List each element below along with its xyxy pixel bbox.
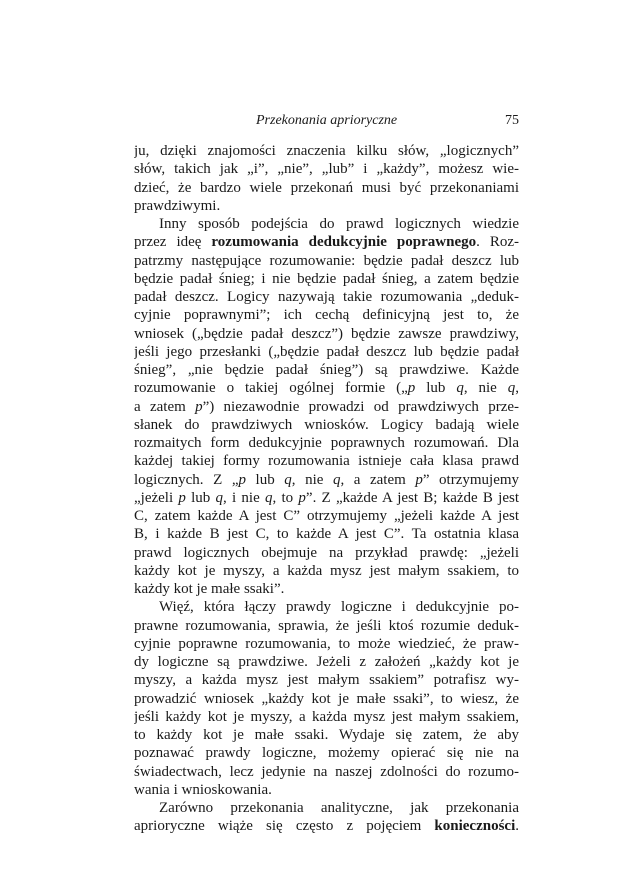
- text-run: każdy kot je małe ssaki”.: [134, 581, 285, 597]
- text-line: [134, 616, 519, 636]
- text-run: rozmaitych form dedukcyjnie poprawnych rozumowań. Dla: [134, 435, 519, 451]
- text-run: . Roz-: [476, 234, 519, 251]
- text-line: [134, 634, 519, 654]
- text-line: [134, 141, 519, 161]
- text-line: [134, 725, 519, 745]
- text-line: [134, 579, 519, 599]
- text-run: ” otrzymujemy: [422, 471, 519, 488]
- text-run: śnieg”, „nie będzie padał śnieg”) są prawdziwe. Każde: [134, 362, 519, 378]
- text-run: .: [515, 818, 519, 835]
- text-line: [134, 780, 519, 800]
- italic-variable: q: [507, 380, 516, 397]
- text-line: [134, 524, 519, 544]
- text-run: „jeżeli: [134, 489, 179, 506]
- text-line: [134, 342, 519, 362]
- text-run: to każdy kot je małe ssaki. Wydaje się zatem, że aby: [134, 727, 519, 743]
- text-run: B, i każde B jest C, to każde A jest C”. Ta ostatnia klasa: [134, 526, 519, 543]
- text-run: dy logiczne są prawdziwe. Jeżeli z założeń „każdy kot je: [134, 654, 519, 670]
- text-run: aprioryczne wiąże się często z pojęciem: [134, 818, 435, 835]
- text-line: [159, 214, 519, 234]
- text-line: [134, 470, 519, 490]
- italic-variable: q: [284, 471, 292, 488]
- text-run: , nie: [291, 471, 333, 488]
- text-run: patrzmy następujące rozumowanie: będzie padał deszcz lub: [134, 252, 519, 269]
- text-run: , to: [272, 489, 299, 506]
- text-run: prawdziwymi.: [134, 197, 221, 214]
- text-line: [134, 707, 519, 727]
- text-line: [134, 397, 519, 417]
- text-run: poznawać prawdy logiczne, możemy opierać się nie na: [134, 745, 519, 762]
- text-line: [134, 451, 519, 471]
- text-run: lub: [185, 489, 216, 506]
- text-line: [134, 743, 519, 763]
- text-run: ju, dzięki znajomości znaczenia kilku słów, „logicznych”: [134, 143, 519, 159]
- bold-term: rozumowania dedukcyjnie poprawnego: [211, 234, 477, 251]
- text-line: [134, 433, 519, 453]
- text-run: każdy kot je myszy, a każda mysz jest małym ssakiem, to: [134, 562, 519, 579]
- italic-variable: q: [215, 489, 224, 506]
- text-line: [134, 762, 519, 782]
- text-line: [134, 360, 519, 380]
- text-line: [159, 597, 519, 617]
- italic-variable: p: [178, 489, 186, 506]
- text-line: [134, 305, 519, 325]
- text-run: cyjnie poprawne rozumowania, to może wiedzieć, że praw-: [134, 635, 519, 652]
- text-line: [134, 232, 519, 252]
- text-line: [134, 816, 519, 836]
- italic-variable: p: [415, 471, 423, 488]
- text-run: , nie: [463, 380, 508, 397]
- text-line: [134, 159, 519, 179]
- running-header-title: Przekonania aprioryczne: [256, 113, 398, 128]
- text-line: [134, 506, 519, 526]
- text-run: logicznych. Z „: [134, 471, 239, 488]
- text-line: [134, 287, 519, 307]
- italic-variable: p: [195, 398, 203, 415]
- text-line: [134, 251, 519, 271]
- text-run: a zatem: [134, 398, 196, 415]
- text-run: cyjnie poprawnymi”; ich cechą definicyjną jest to, że: [134, 307, 519, 324]
- text-run: każdej takiej formy rozumowania istnieje cała klasa prawd: [134, 453, 519, 470]
- italic-variable: p: [238, 471, 246, 488]
- text-run: jeśli każdy kot je myszy, a każda mysz jest małym ssakiem,: [134, 708, 519, 725]
- text-run: wniosek („będzie padał deszcz”) będzie zawsze prawdziwy,: [134, 325, 519, 342]
- text-line: [159, 798, 519, 818]
- text-run: dzieć, że bardzo wiele przekonań musi być przekonaniami: [134, 179, 519, 196]
- text-run: Inny sposób podejścia do prawd logicznych wiedzie: [159, 216, 519, 232]
- text-run: jeśli jego przesłanki („będzie padał deszcz lub będzie padał: [134, 343, 519, 360]
- text-line: [134, 561, 519, 581]
- bold-term: konieczności: [434, 818, 516, 835]
- text-run: prawd logicznych obejmuje na przykład prawdę: „jeżeli: [134, 544, 519, 561]
- text-run: ,: [515, 380, 519, 397]
- text-run: słanek do prawdziwych wniosków. Logicy badają wiele: [134, 416, 519, 433]
- text-line: [134, 196, 519, 216]
- text-run: przez ideę: [134, 234, 212, 251]
- text-line: [134, 378, 519, 398]
- text-run: słów, takich jak „i”, „nie”, „lub” i „każdy”, możesz wie-: [134, 161, 519, 178]
- text-line: [134, 652, 519, 672]
- italic-variable: p: [298, 489, 306, 506]
- text-line: [134, 488, 519, 508]
- text-line: [134, 415, 519, 435]
- text-run: padał deszcz. Logicy nazywają takie rozumowania „deduk-: [134, 289, 519, 305]
- text-run: ”) niezawodnie prowadzi od prawdziwych prze-: [202, 398, 519, 415]
- text-run: , a zatem: [340, 471, 416, 488]
- text-run: rozumowanie o takiej ogólnej formie („: [134, 380, 408, 397]
- italic-variable: q: [456, 380, 464, 397]
- text-run: lub: [415, 380, 457, 397]
- text-line: [134, 269, 519, 289]
- italic-variable: p: [407, 380, 416, 397]
- text-run: lub: [245, 471, 285, 488]
- text-line: [134, 543, 519, 563]
- text-run: , i nie: [223, 489, 265, 506]
- italic-variable: q: [265, 489, 273, 506]
- text-run: Zarówno przekonania analityczne, jak przekonania: [159, 800, 519, 816]
- text-run: ”. Z „każde A jest B; każde B jest: [305, 489, 519, 506]
- text-run: wania i wnioskowania.: [134, 781, 272, 798]
- text-line: [134, 670, 519, 690]
- text-line: [134, 324, 519, 344]
- text-run: Więź, która łączy prawdy logiczne i dedukcyjnie po-: [159, 599, 519, 616]
- italic-variable: q: [332, 471, 341, 488]
- text-run: prawne rozumowania, sprawia, że jeśli ktoś rozumie deduk-: [134, 617, 519, 634]
- text-run: myszy, a każda mysz jest małym ssakiem” potrafisz wy-: [134, 672, 519, 689]
- text-line: [134, 178, 519, 198]
- text-run: C, zatem każde A jest C” otrzymujemy „jeżeli każde A jest: [134, 508, 519, 524]
- page-number: 75: [505, 113, 519, 128]
- text-run: prowadzić wniosek „każdy kot je małe ssaki”, to wiesz, że: [134, 690, 519, 707]
- text-run: świadectwach, lecz jedynie na naszej zdolności do rozumo-: [134, 763, 519, 780]
- text-line: [134, 689, 519, 709]
- text-run: będzie padał śnieg; i nie będzie padał śnieg, a zatem będzie: [134, 270, 519, 287]
